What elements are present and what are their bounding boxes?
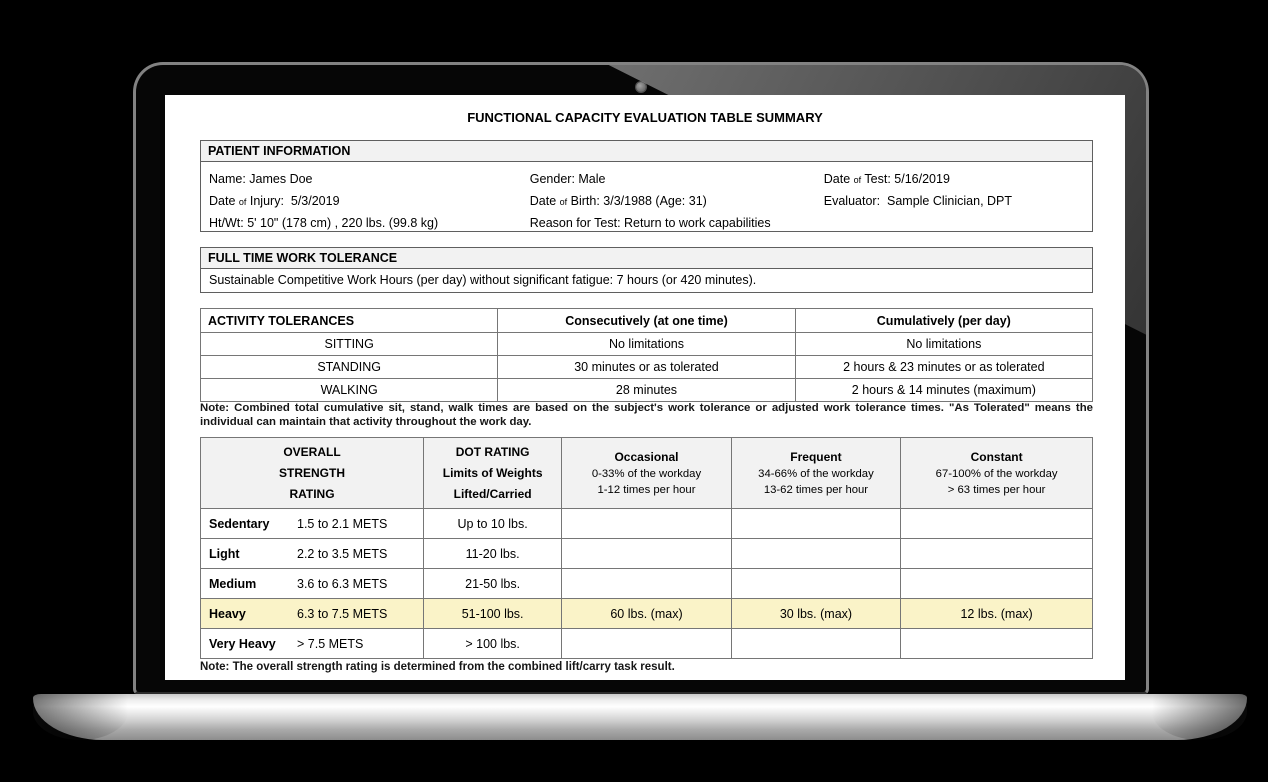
strength-header-cell <box>562 438 731 509</box>
patient-info-table <box>200 140 1093 232</box>
strength-row-sedentary <box>201 509 1093 539</box>
page-title: FUNCTIONAL CAPACITY EVALUATION TABLE SUMMARY <box>467 110 823 125</box>
strength-value-cell: 51-100 lbs. <box>424 599 562 629</box>
activity-cell: No limitations <box>795 333 1092 356</box>
strength-header-line: Constant <box>970 450 1023 464</box>
strength-header-line: 1-12 times per hour <box>597 484 696 496</box>
strength-header-line: 13-62 times per hour <box>763 484 869 496</box>
activity-cell: 28 minutes <box>498 379 795 402</box>
strength-header-line: Limits of Weights <box>442 465 543 480</box>
strength-header-line: 0-33% of the workday <box>591 468 702 480</box>
activity-row <box>201 333 1093 356</box>
patient-info-cell: Ht/Wt: 5' 10" (178 cm) , 220 lbs. (99.8 kg) <box>209 216 439 230</box>
strength-header-line: Lifted/Carried <box>453 486 532 501</box>
strength-header-line: OVERALL <box>283 444 341 459</box>
strength-header-line: STRENGTH <box>279 465 345 480</box>
strength-value-cell <box>562 539 731 569</box>
strength-header-line: RATING <box>289 486 335 501</box>
strength-row-medium <box>201 569 1093 599</box>
strength-value-cell: > 100 lbs. <box>424 629 562 659</box>
work-tolerance-header: FULL TIME WORK TOLERANCE <box>201 248 1092 269</box>
activity-header-cell: ACTIVITY TOLERANCES <box>201 309 498 333</box>
strength-value-cell: 12 lbs. (max) <box>901 599 1093 629</box>
strength-value-cell <box>562 509 731 539</box>
laptop-screen <box>165 95 1125 680</box>
strength-value-cell <box>731 509 900 539</box>
strength-value-cell: Up to 10 lbs. <box>424 509 562 539</box>
strength-value-cell: 11-20 lbs. <box>424 539 562 569</box>
strength-value-cell <box>901 509 1093 539</box>
patient-info-header: PATIENT INFORMATION <box>201 141 1092 162</box>
activity-tolerances-table <box>200 308 1093 402</box>
activity-cell: STANDING <box>201 356 498 379</box>
strength-rating-note: Note: The overall strength rating is determined from the combined lift/carry task result. <box>200 661 675 673</box>
patient-info-cell <box>816 212 1092 234</box>
strength-header-line: 67-100% of the workday <box>935 468 1058 480</box>
work-tolerance-table <box>200 247 1093 293</box>
document-page <box>165 95 1125 680</box>
strength-value-cell <box>562 629 731 659</box>
activity-header-cell: Cumulatively (per day) <box>795 309 1092 333</box>
activity-cell: SITTING <box>201 333 498 356</box>
strength-header-cell <box>201 438 424 509</box>
work-tolerance-body: Sustainable Competitive Work Hours (per day) without significant fatigue: 7 hours (or 420 minutes). <box>209 273 757 287</box>
strength-value-cell: 30 lbs. (max) <box>731 599 900 629</box>
strength-row-heavy <box>201 599 1093 629</box>
strength-row-very-heavy <box>201 629 1093 659</box>
patient-info-body <box>201 162 1092 234</box>
strength-header-line: Frequent <box>790 450 842 464</box>
strength-row-light <box>201 539 1093 569</box>
strength-value-cell <box>901 569 1093 599</box>
laptop-screen-bezel <box>133 62 1149 695</box>
strength-value-cell: 60 lbs. (max) <box>562 599 731 629</box>
strength-header-line: DOT RATING <box>455 444 530 459</box>
activity-tolerances-grid <box>200 308 1093 402</box>
patient-info-cell: Date of Injury: 5/3/2019 <box>209 194 340 208</box>
patient-info-cell: Evaluator: Sample Clinician, DPT <box>823 194 1013 208</box>
activity-header-row <box>201 309 1093 333</box>
activity-cell: 2 hours & 14 minutes (maximum) <box>795 379 1092 402</box>
laptop-base <box>33 694 1247 740</box>
strength-header-cell <box>424 438 562 509</box>
strength-rating-cell: Heavy 6.3 to 7.5 METS <box>201 599 424 629</box>
strength-value-cell <box>562 569 731 599</box>
strength-header-line: Occasional <box>614 450 679 464</box>
strength-header-cell <box>731 438 900 509</box>
strength-value-cell <box>731 539 900 569</box>
activity-cell: 30 minutes or as tolerated <box>498 356 795 379</box>
activity-header-cell: Consecutively (at one time) <box>498 309 795 333</box>
strength-rating-cell: Sedentary 1.5 to 2.1 METS <box>201 509 424 539</box>
strength-header-line: 34-66% of the workday <box>758 468 874 480</box>
activity-cell: No limitations <box>498 333 795 356</box>
patient-info-cell: Reason for Test: Return to work capabilities <box>529 216 771 230</box>
strength-value-cell <box>731 569 900 599</box>
activity-cell: 2 hours & 23 minutes or as tolerated <box>795 356 1092 379</box>
patient-info-cell: Gender: Male <box>529 172 606 186</box>
strength-value-cell: 21-50 lbs. <box>424 569 562 599</box>
strength-value-cell <box>731 629 900 659</box>
strength-value-cell <box>901 629 1093 659</box>
activity-cell: WALKING <box>201 379 498 402</box>
activity-tolerances-note: Note: Combined total cumulative sit, stand, walk times are based on the subject's work tolerance or adjusted work tolerance times. "As Tolerated" means the individual can maintain that activity throughout the work day. <box>200 402 1093 428</box>
strength-value-cell <box>901 539 1093 569</box>
activity-row <box>201 379 1093 402</box>
patient-info-cell: Name: James Doe <box>209 172 313 186</box>
strength-header-line: > 63 times per hour <box>947 484 1046 496</box>
strength-rating-cell: Very Heavy > 7.5 METS <box>201 629 424 659</box>
patient-info-cell: Date of Test: 5/16/2019 <box>823 172 950 186</box>
patient-info-cell: Date of Birth: 3/3/1988 (Age: 31) <box>529 194 707 208</box>
strength-rating-grid <box>200 437 1093 659</box>
activity-row <box>201 356 1093 379</box>
strength-rating-cell: Light 2.2 to 3.5 METS <box>201 539 424 569</box>
webcam-icon <box>636 82 646 92</box>
strength-header-row <box>201 438 1093 509</box>
strength-header-cell <box>901 438 1093 509</box>
strength-rating-table <box>200 437 1093 659</box>
strength-rating-cell: Medium 3.6 to 6.3 METS <box>201 569 424 599</box>
